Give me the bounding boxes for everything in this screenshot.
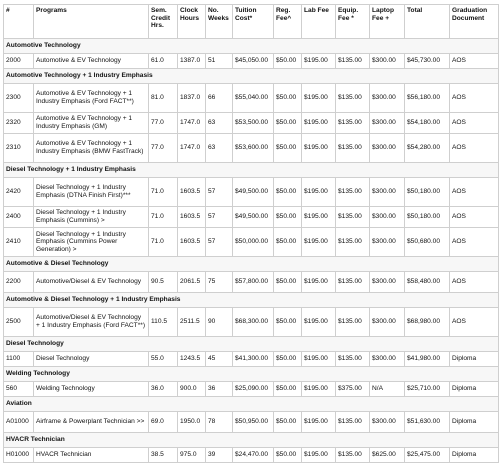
col-header-total: Total <box>405 5 450 39</box>
cell-graduation-document: Diploma <box>450 448 499 463</box>
cell-total: $25,710.00 <box>405 382 450 397</box>
cell-clock-hours: 1603.5 <box>178 228 206 257</box>
cell-number: A01000 <box>4 412 34 433</box>
cell-weeks: 66 <box>206 84 233 113</box>
col-header-tuition: Tuition Cost* <box>233 5 274 39</box>
cell-number: 2300 <box>4 84 34 113</box>
cell-equip-fee: $375.00 <box>336 382 370 397</box>
cell-program: Automotive/Diesel & EV Technology + 1 Industry Emphasis (Ford FACT**) <box>34 308 149 337</box>
cell-graduation-document: AOS <box>450 308 499 337</box>
cell-weeks: 78 <box>206 412 233 433</box>
cell-lab-fee: $195.00 <box>302 84 336 113</box>
cell-graduation-document: Diploma <box>450 382 499 397</box>
cell-total: $45,730.00 <box>405 54 450 69</box>
cell-program: Airframe & Powerplant Technician >> <box>34 412 149 433</box>
cell-laptop-fee: $300.00 <box>370 113 405 134</box>
cell-total: $41,980.00 <box>405 352 450 367</box>
cell-lab-fee: $195.00 <box>302 308 336 337</box>
table-row <box>4 412 499 433</box>
cell-reg-fee: $50.00 <box>274 207 302 228</box>
cell-total: $58,480.00 <box>405 272 450 293</box>
cell-equip-fee: $135.00 <box>336 448 370 463</box>
cell-clock-hours: 975.0 <box>178 448 206 463</box>
table-row <box>4 84 499 113</box>
cell-weeks: 36 <box>206 382 233 397</box>
cell-number: 1100 <box>4 352 34 367</box>
cell-weeks: 57 <box>206 178 233 207</box>
cell-weeks: 63 <box>206 134 233 163</box>
cell-program: Automotive & EV Technology + 1 Industry Emphasis (Ford FACT**) <box>34 84 149 113</box>
cell-program: Diesel Technology <box>34 352 149 367</box>
section-header-row <box>4 293 499 308</box>
table-row <box>4 134 499 163</box>
section-title: Automotive & Diesel Technology <box>4 257 499 272</box>
tuition-table <box>3 4 499 463</box>
cell-program: Automotive & EV Technology + 1 Industry Emphasis (BMW FastTrack) <box>34 134 149 163</box>
cell-program: Diesel Technology + 1 Industry Emphasis (Cummins) > <box>34 207 149 228</box>
cell-number: 2200 <box>4 272 34 293</box>
cell-total: $50,680.00 <box>405 228 450 257</box>
cell-laptop-fee: N/A <box>370 382 405 397</box>
cell-tuition: $57,800.00 <box>233 272 274 293</box>
cell-clock-hours: 1747.0 <box>178 113 206 134</box>
cell-number: 2420 <box>4 178 34 207</box>
cell-tuition: $49,500.00 <box>233 207 274 228</box>
cell-laptop-fee: $300.00 <box>370 178 405 207</box>
cell-weeks: 90 <box>206 308 233 337</box>
cell-credit-hours: 90.5 <box>149 272 178 293</box>
cell-number: 2500 <box>4 308 34 337</box>
cell-lab-fee: $195.00 <box>302 207 336 228</box>
cell-graduation-document: AOS <box>450 272 499 293</box>
col-header-laptop-fee: Laptop Fee + <box>370 5 405 39</box>
cell-reg-fee: $50.00 <box>274 134 302 163</box>
cell-program: Automotive & EV Technology + 1 Industry Emphasis (GM) <box>34 113 149 134</box>
cell-weeks: 57 <box>206 228 233 257</box>
cell-laptop-fee: $300.00 <box>370 207 405 228</box>
cell-graduation-document: AOS <box>450 84 499 113</box>
cell-credit-hours: 71.0 <box>149 228 178 257</box>
cell-lab-fee: $195.00 <box>302 352 336 367</box>
table-row <box>4 272 499 293</box>
cell-credit-hours: 110.5 <box>149 308 178 337</box>
table-row <box>4 382 499 397</box>
section-header-row <box>4 433 499 448</box>
cell-program: Automotive/Diesel & EV Technology <box>34 272 149 293</box>
section-title: Automotive Technology + 1 Industry Emphasis <box>4 69 499 84</box>
table-row <box>4 308 499 337</box>
cell-total: $50,180.00 <box>405 207 450 228</box>
cell-credit-hours: 77.0 <box>149 134 178 163</box>
cell-reg-fee: $50.00 <box>274 178 302 207</box>
cell-clock-hours: 900.0 <box>178 382 206 397</box>
cell-tuition: $49,500.00 <box>233 178 274 207</box>
cell-equip-fee: $135.00 <box>336 54 370 69</box>
cell-credit-hours: 36.0 <box>149 382 178 397</box>
cell-tuition: $24,470.00 <box>233 448 274 463</box>
table-row <box>4 228 499 257</box>
table-body <box>4 39 499 463</box>
cell-tuition: $50,950.00 <box>233 412 274 433</box>
cell-laptop-fee: $300.00 <box>370 54 405 69</box>
cell-total: $50,180.00 <box>405 178 450 207</box>
cell-reg-fee: $50.00 <box>274 228 302 257</box>
cell-equip-fee: $135.00 <box>336 228 370 257</box>
cell-laptop-fee: $300.00 <box>370 228 405 257</box>
cell-graduation-document: Diploma <box>450 412 499 433</box>
section-header-row <box>4 257 499 272</box>
cell-number: 560 <box>4 382 34 397</box>
cell-credit-hours: 71.0 <box>149 207 178 228</box>
cell-weeks: 63 <box>206 113 233 134</box>
cell-reg-fee: $50.00 <box>274 54 302 69</box>
cell-lab-fee: $195.00 <box>302 272 336 293</box>
cell-number: H01000 <box>4 448 34 463</box>
cell-number: 2320 <box>4 113 34 134</box>
cell-credit-hours: 81.0 <box>149 84 178 113</box>
table-row <box>4 352 499 367</box>
cell-laptop-fee: $300.00 <box>370 134 405 163</box>
cell-graduation-document: AOS <box>450 207 499 228</box>
cell-number: 2310 <box>4 134 34 163</box>
cell-equip-fee: $135.00 <box>336 207 370 228</box>
section-header-row <box>4 397 499 412</box>
cell-weeks: 51 <box>206 54 233 69</box>
cell-graduation-document: AOS <box>450 134 499 163</box>
section-header-row <box>4 337 499 352</box>
cell-clock-hours: 2511.5 <box>178 308 206 337</box>
cell-equip-fee: $135.00 <box>336 412 370 433</box>
cell-clock-hours: 2061.5 <box>178 272 206 293</box>
cell-clock-hours: 1387.0 <box>178 54 206 69</box>
section-header-row <box>4 39 499 54</box>
cell-credit-hours: 71.0 <box>149 178 178 207</box>
cell-credit-hours: 77.0 <box>149 113 178 134</box>
cell-reg-fee: $50.00 <box>274 84 302 113</box>
cell-total: $51,630.00 <box>405 412 450 433</box>
cell-clock-hours: 1950.0 <box>178 412 206 433</box>
cell-equip-fee: $135.00 <box>336 352 370 367</box>
table-row <box>4 178 499 207</box>
cell-program: Diesel Technology + 1 Industry Emphasis (DTNA Finish First)*** <box>34 178 149 207</box>
section-title: Diesel Technology + 1 Industry Emphasis <box>4 163 499 178</box>
cell-total: $54,280.00 <box>405 134 450 163</box>
cell-weeks: 57 <box>206 207 233 228</box>
col-header-clock-hours: Clock Hours <box>178 5 206 39</box>
col-header-weeks: No. Weeks <box>206 5 233 39</box>
cell-lab-fee: $195.00 <box>302 54 336 69</box>
cell-tuition: $45,050.00 <box>233 54 274 69</box>
cell-lab-fee: $195.00 <box>302 113 336 134</box>
cell-tuition: $68,300.00 <box>233 308 274 337</box>
cell-clock-hours: 1603.5 <box>178 207 206 228</box>
col-header-lab-fee: Lab Fee <box>302 5 336 39</box>
cell-graduation-document: AOS <box>450 54 499 69</box>
cell-tuition: $25,090.00 <box>233 382 274 397</box>
cell-equip-fee: $135.00 <box>336 113 370 134</box>
cell-laptop-fee: $300.00 <box>370 412 405 433</box>
cell-lab-fee: $195.00 <box>302 134 336 163</box>
cell-clock-hours: 1837.0 <box>178 84 206 113</box>
cell-reg-fee: $50.00 <box>274 352 302 367</box>
table-row <box>4 113 499 134</box>
cell-equip-fee: $135.00 <box>336 84 370 113</box>
cell-reg-fee: $50.00 <box>274 448 302 463</box>
col-header-credit-hours: Sem. Credit Hrs. <box>149 5 178 39</box>
section-header-row <box>4 367 499 382</box>
section-title: HVACR Technician <box>4 433 499 448</box>
section-title: Automotive & Diesel Technology + 1 Industry Emphasis <box>4 293 499 308</box>
col-header-graduation-document: Graduation Document <box>450 5 499 39</box>
cell-lab-fee: $195.00 <box>302 448 336 463</box>
cell-reg-fee: $50.00 <box>274 412 302 433</box>
cell-weeks: 45 <box>206 352 233 367</box>
cell-total: $25,475.00 <box>405 448 450 463</box>
cell-equip-fee: $135.00 <box>336 308 370 337</box>
cell-credit-hours: 38.5 <box>149 448 178 463</box>
cell-tuition: $41,300.00 <box>233 352 274 367</box>
section-title: Welding Technology <box>4 367 499 382</box>
cell-credit-hours: 55.0 <box>149 352 178 367</box>
col-header-number: # <box>4 5 34 39</box>
cell-graduation-document: Diploma <box>450 352 499 367</box>
header-row <box>4 5 499 39</box>
cell-reg-fee: $50.00 <box>274 308 302 337</box>
section-header-row <box>4 163 499 178</box>
cell-equip-fee: $135.00 <box>336 134 370 163</box>
cell-laptop-fee: $300.00 <box>370 84 405 113</box>
cell-clock-hours: 1243.5 <box>178 352 206 367</box>
cell-total: $56,180.00 <box>405 84 450 113</box>
cell-program: Automotive & EV Technology <box>34 54 149 69</box>
cell-laptop-fee: $625.00 <box>370 448 405 463</box>
table-row <box>4 207 499 228</box>
cell-reg-fee: $50.00 <box>274 272 302 293</box>
cell-graduation-document: AOS <box>450 228 499 257</box>
cell-tuition: $50,000.00 <box>233 228 274 257</box>
cell-total: $54,180.00 <box>405 113 450 134</box>
section-title: Automotive Technology <box>4 39 499 54</box>
col-header-programs: Programs <box>34 5 149 39</box>
cell-reg-fee: $50.00 <box>274 113 302 134</box>
cell-equip-fee: $135.00 <box>336 272 370 293</box>
cell-clock-hours: 1603.5 <box>178 178 206 207</box>
cell-laptop-fee: $300.00 <box>370 272 405 293</box>
cell-program: HVACR Technician <box>34 448 149 463</box>
cell-weeks: 75 <box>206 272 233 293</box>
col-header-reg-fee: Reg. Fee^ <box>274 5 302 39</box>
cell-lab-fee: $195.00 <box>302 228 336 257</box>
cell-graduation-document: AOS <box>450 178 499 207</box>
cell-number: 2000 <box>4 54 34 69</box>
cell-program: Diesel Technology + 1 Industry Emphasis (Cummins Power Generation) > <box>34 228 149 257</box>
tuition-table-page <box>0 4 500 459</box>
cell-lab-fee: $195.00 <box>302 382 336 397</box>
cell-tuition: $53,500.00 <box>233 113 274 134</box>
cell-tuition: $55,040.00 <box>233 84 274 113</box>
cell-equip-fee: $135.00 <box>336 178 370 207</box>
cell-graduation-document: AOS <box>450 113 499 134</box>
cell-weeks: 39 <box>206 448 233 463</box>
table-row <box>4 448 499 463</box>
table-row <box>4 54 499 69</box>
col-header-equip-fee: Equip. Fee * <box>336 5 370 39</box>
cell-reg-fee: $50.00 <box>274 382 302 397</box>
cell-clock-hours: 1747.0 <box>178 134 206 163</box>
cell-laptop-fee: $300.00 <box>370 352 405 367</box>
cell-number: 2410 <box>4 228 34 257</box>
section-header-row <box>4 69 499 84</box>
cell-number: 2400 <box>4 207 34 228</box>
cell-tuition: $53,600.00 <box>233 134 274 163</box>
cell-laptop-fee: $300.00 <box>370 308 405 337</box>
section-title: Diesel Technology <box>4 337 499 352</box>
cell-lab-fee: $195.00 <box>302 178 336 207</box>
section-title: Aviation <box>4 397 499 412</box>
cell-program: Welding Technology <box>34 382 149 397</box>
cell-total: $68,980.00 <box>405 308 450 337</box>
cell-credit-hours: 69.0 <box>149 412 178 433</box>
cell-credit-hours: 61.0 <box>149 54 178 69</box>
cell-lab-fee: $195.00 <box>302 412 336 433</box>
